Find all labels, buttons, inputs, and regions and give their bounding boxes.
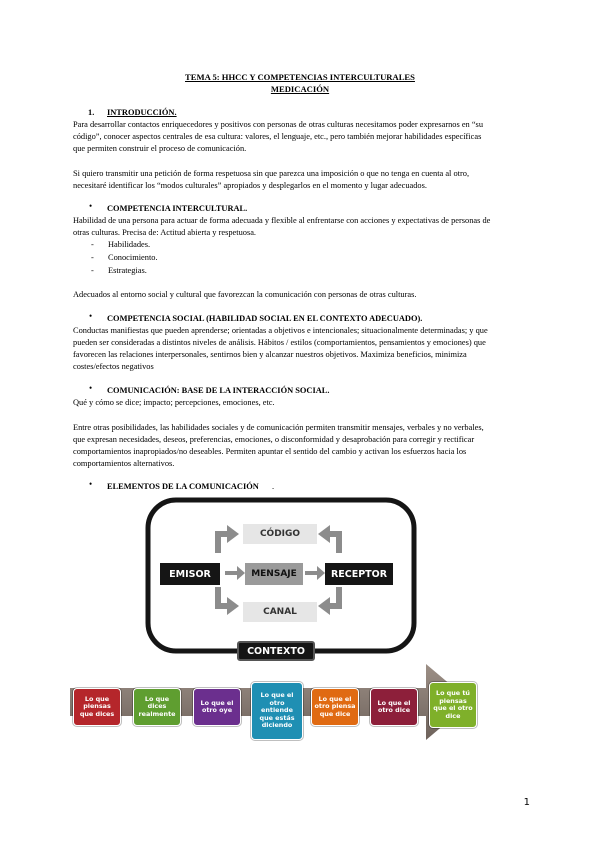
bullet: •	[89, 311, 93, 321]
list-item: Estrategias.	[108, 266, 147, 275]
comunicacion-paragraph-2-line-3: comportamientos inapropiados/no deseables. Permiten apuntar el sentido del cambio y activan los esfuerzos hacia los	[73, 447, 467, 456]
arrow-down-left-icon	[318, 587, 342, 615]
process-step-line: que dice	[319, 709, 351, 718]
process-step-line: Lo que el	[200, 698, 234, 707]
process-step-line: realmente	[138, 709, 176, 718]
process-step-line: Lo que el	[318, 694, 352, 703]
page-number: 1	[523, 797, 530, 808]
process-step-line: que estás	[259, 713, 295, 722]
arrow-up-left-icon	[318, 525, 342, 553]
arrow-up-right-icon	[215, 525, 239, 553]
section-number: 1.	[88, 108, 95, 117]
process-step-line: que el otro	[433, 704, 473, 712]
process-step-line: Lo que el	[260, 691, 294, 700]
social-paragraph-line-3: favorecen las relaciones interpersonales, sentirnos bien y alcanzar nuestros objetivos. Maximiza beneficios, minimiza	[73, 350, 467, 359]
list-dash: -	[91, 253, 94, 262]
canal-box: CANAL	[243, 602, 317, 622]
process-step-line: otro dice	[377, 706, 411, 714]
receptor-box: RECEPTOR	[325, 563, 393, 585]
comunicacion-paragraph-2-line-2: que expresan necesidades, deseos, preferencias, emociones, o disconformidad y desaprobación para corregir y rectificar	[73, 435, 475, 444]
arrow-right-icon	[225, 566, 245, 580]
emisor-box: EMISOR	[160, 563, 220, 585]
process-step	[133, 688, 181, 726]
intro-heading: INTRODUCCIÓN.	[107, 108, 177, 117]
elementos-heading: ELEMENTOS DE LA COMUNICACIÓN	[107, 482, 259, 491]
process-step	[311, 688, 359, 726]
process-step-line: Lo que tú	[436, 689, 470, 697]
process-step-line: dice	[445, 711, 461, 720]
intro-paragraph-2-line-1: Si quiero transmitir una petición de forma respetuosa sin que parezca una imposición o que no tenga en cuenta al otro,	[73, 169, 470, 178]
process-step-line: otro oye	[201, 706, 233, 714]
intercultural-paragraph-line-2: otras culturas. Precisa de: Actitud abierta y respetuosa.	[73, 228, 257, 237]
process-step	[370, 688, 418, 726]
comunicacion-heading: COMUNICACIÓN: BASE DE LA INTERACCIÓN SOCIAL.	[107, 386, 330, 395]
process-step-line: piensas	[439, 696, 467, 705]
comunicacion-paragraph-1: Qué y cómo se dice; impacto; percepciones, emociones, etc.	[73, 398, 275, 407]
bullet: •	[89, 479, 93, 489]
intercultural-heading: COMPETENCIA INTERCULTURAL.	[107, 204, 248, 213]
process-step-line: Lo que	[84, 694, 110, 703]
process-step	[193, 688, 241, 726]
arrow-down-right-icon	[215, 587, 239, 615]
intro-paragraph-1-line-3: que permiten construir el proceso de comunicación.	[73, 144, 247, 153]
mensaje-box: MENSAJE	[245, 563, 303, 585]
process-step-line: diciendo	[261, 721, 293, 730]
intro-paragraph-1-line-1: Para desarrollar contactos enriquecedores y positivos con personas de otras culturas necesitamos poder expresarnos en “su	[73, 120, 484, 129]
communication-diagram	[145, 497, 417, 657]
process-step-line: piensas	[83, 702, 111, 711]
social-paragraph-line-2: pueden ser consideradas a distintos niveles de análisis. Hábitos / estilos (comportamientos, pensamientos y emociones) que	[73, 338, 486, 347]
intercultural-paragraph-2: Adecuados al entorno social y cultural que favorezcan la comunicación con personas de otras culturas.	[73, 290, 417, 299]
process-step-line: Lo que el	[377, 698, 411, 707]
process-step-line: dices	[147, 702, 167, 711]
arrow-right-icon	[305, 566, 325, 580]
intercultural-paragraph-line-1: Habilidad de una persona para actuar de forma adecuada y flexible al enfrentarse con acciones y expectativas de personas de	[73, 216, 491, 225]
process-step-line: Lo que	[144, 694, 170, 703]
contexto-label: CONTEXTO	[237, 641, 315, 661]
process-step	[73, 688, 121, 726]
process-step-line: otro piensa	[314, 702, 356, 711]
process-step	[429, 682, 477, 728]
intro-paragraph-1-line-2: código”, conocer aspectos centrales de esa cultura: valores, el lenguaje, etc., pero también mejorar habilidades específicas	[73, 132, 482, 141]
social-heading: COMPETENCIA SOCIAL (HABILIDAD SOCIAL EN EL CONTEXTO ADECUADO).	[107, 314, 423, 323]
process-step-line: que dices	[79, 709, 115, 718]
comunicacion-paragraph-2-line-4: comportamientos alternativos.	[73, 459, 175, 468]
social-paragraph-line-4: costes/efectos negativos	[73, 362, 154, 371]
bullet: •	[89, 383, 93, 393]
process-step	[251, 682, 303, 740]
process-step-line: entiende	[261, 706, 293, 715]
list-item: Habilidades.	[108, 240, 151, 249]
list-dash: -	[91, 240, 94, 249]
comunicacion-paragraph-2-line-1: Entre otras posibilidades, las habilidades sociales y de comunicación permiten transmitir mensajes, verbales y no verbales,	[73, 423, 484, 432]
intro-paragraph-2-line-2: necesitaré identificar los “modos culturales” apropiados y desplegarlos en el momento y lugar adecuados.	[73, 181, 427, 190]
codigo-box: CÓDIGO	[243, 524, 317, 544]
elementos-heading-period: .	[272, 482, 275, 491]
social-paragraph-line-1: Conductas manifiestas que pueden aprenderse; orientadas a objetivos e intencionales; situacionalmente determinadas; y que	[73, 326, 488, 335]
process-step-line: otro	[269, 698, 285, 707]
list-item: Conocimiento.	[108, 253, 158, 262]
document-subtitle: MEDICACIÓN	[270, 84, 330, 94]
bullet: •	[89, 201, 93, 211]
document-title: TEMA 5: HHCC Y COMPETENCIAS INTERCULTURALES	[185, 72, 415, 82]
list-dash: -	[91, 266, 94, 275]
